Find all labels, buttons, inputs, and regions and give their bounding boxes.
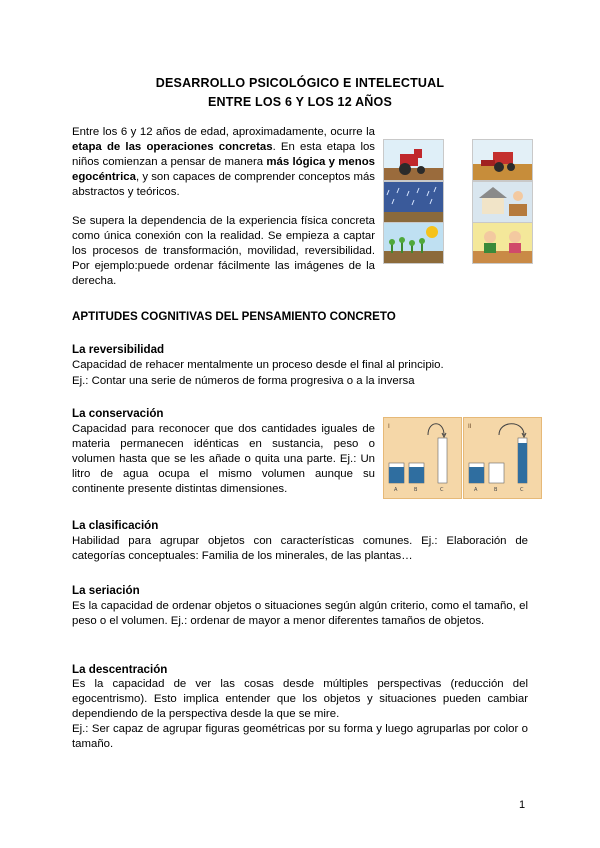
heading-clasificacion: La clasificación <box>72 519 159 532</box>
container-label: C <box>520 487 524 493</box>
heading-seriacion: La seriación <box>72 584 140 597</box>
heading-descentracion: La descentración <box>72 663 168 676</box>
title-line-2: ENTRE LOS 6 Y LOS 12 AÑOS <box>208 95 392 109</box>
sequence-image-harvester <box>472 139 533 181</box>
intro-paragraph-1 <box>72 125 375 200</box>
heading-reversibilidad: La reversibilidad <box>72 343 165 356</box>
intro-bold-logic: más lógica y menos egocéntrica <box>72 156 375 183</box>
conservation-diagram-panel-1 <box>383 417 462 499</box>
container-label: A <box>394 487 398 493</box>
intro-paragraph-2: Se supera la dependencia de la experiencia física concreta como única conexión con la realidad. Se empieza a captar los procesos de transformación, movilidad, reversibilidad. Por ejemplo:puede ordenar fácilmente las imágenes de la derecha. <box>72 215 375 287</box>
title-line-1: DESARROLLO PSICOLÓGICO E INTELECTUAL <box>155 76 445 90</box>
sequence-image-tractor <box>383 139 444 181</box>
descentracion-text-2: Ej.: Ser capaz de agrupar figuras geométricas por su forma y luego agruparlas por color o tamaño. <box>72 723 528 750</box>
conservacion-text: Capacidad para reconocer que dos cantidades iguales de materia permanecen idénticas en sustancia, peso o volumen hasta que se les añade o quita una parte. Ej.: Un litro de agua ocupa el mismo volumen aunque su continente presente distintas dimensiones. <box>72 423 375 495</box>
seriacion-text: Es la capacidad de ordenar objetos o situaciones según algún criterio, como el tamaño, el peso o el volumen. Ej.: ordenar de mayor a menor diferentes tamaños de objetos. <box>72 600 528 627</box>
reversibilidad-line-2: Ej.: Contar una serie de números de forma progresiva o a la inversa <box>72 375 415 387</box>
section-title: APTITUDES COGNITIVAS DEL PENSAMIENTO CONCRETO <box>72 310 396 323</box>
page-title <box>0 74 600 112</box>
sequence-image-rain <box>383 181 444 223</box>
heading-conservacion: La conservación <box>72 407 164 420</box>
conservation-diagram-panel-2 <box>463 417 542 499</box>
sequence-image-family-eating <box>472 222 533 264</box>
container-label: A <box>474 487 478 493</box>
container-label: C <box>440 487 444 493</box>
sequence-image-bakery <box>472 181 533 223</box>
container-label: B <box>414 487 418 493</box>
intro-bold-stage: etapa de las operaciones concretas <box>72 141 273 153</box>
panel-label: II <box>468 423 472 430</box>
intro-text: Entre los 6 y 12 años de edad, aproximadamente, ocurre la <box>72 126 375 138</box>
descentracion-text-1: Es la capacidad de ver las cosas desde múltiples perspectivas (reducción del egocentrismo). Esto implica entender que los objetos y situaciones pueden cambiar dependiendo de la perspectiva desde la que se mire. <box>72 678 528 720</box>
intro-text: , y son capaces de comprender conceptos más abstractos y teóricos. <box>72 171 375 198</box>
clasificacion-text: Habilidad para agrupar objetos con características comunes. Ej.: Elaboración de categorías conceptuales: Familia de los minerales, de las plantas… <box>72 535 528 562</box>
intro-text: . En esta etapa los niños comienzan a pensar de manera <box>72 141 375 168</box>
sequence-image-sun-plants <box>383 222 444 264</box>
reversibilidad-line-1: Capacidad de rehacer mentalmente un proceso desde el final al principio. <box>72 359 444 371</box>
container-label: B <box>494 487 498 493</box>
page-number: 1 <box>519 799 526 811</box>
panel-label: I <box>388 423 390 430</box>
